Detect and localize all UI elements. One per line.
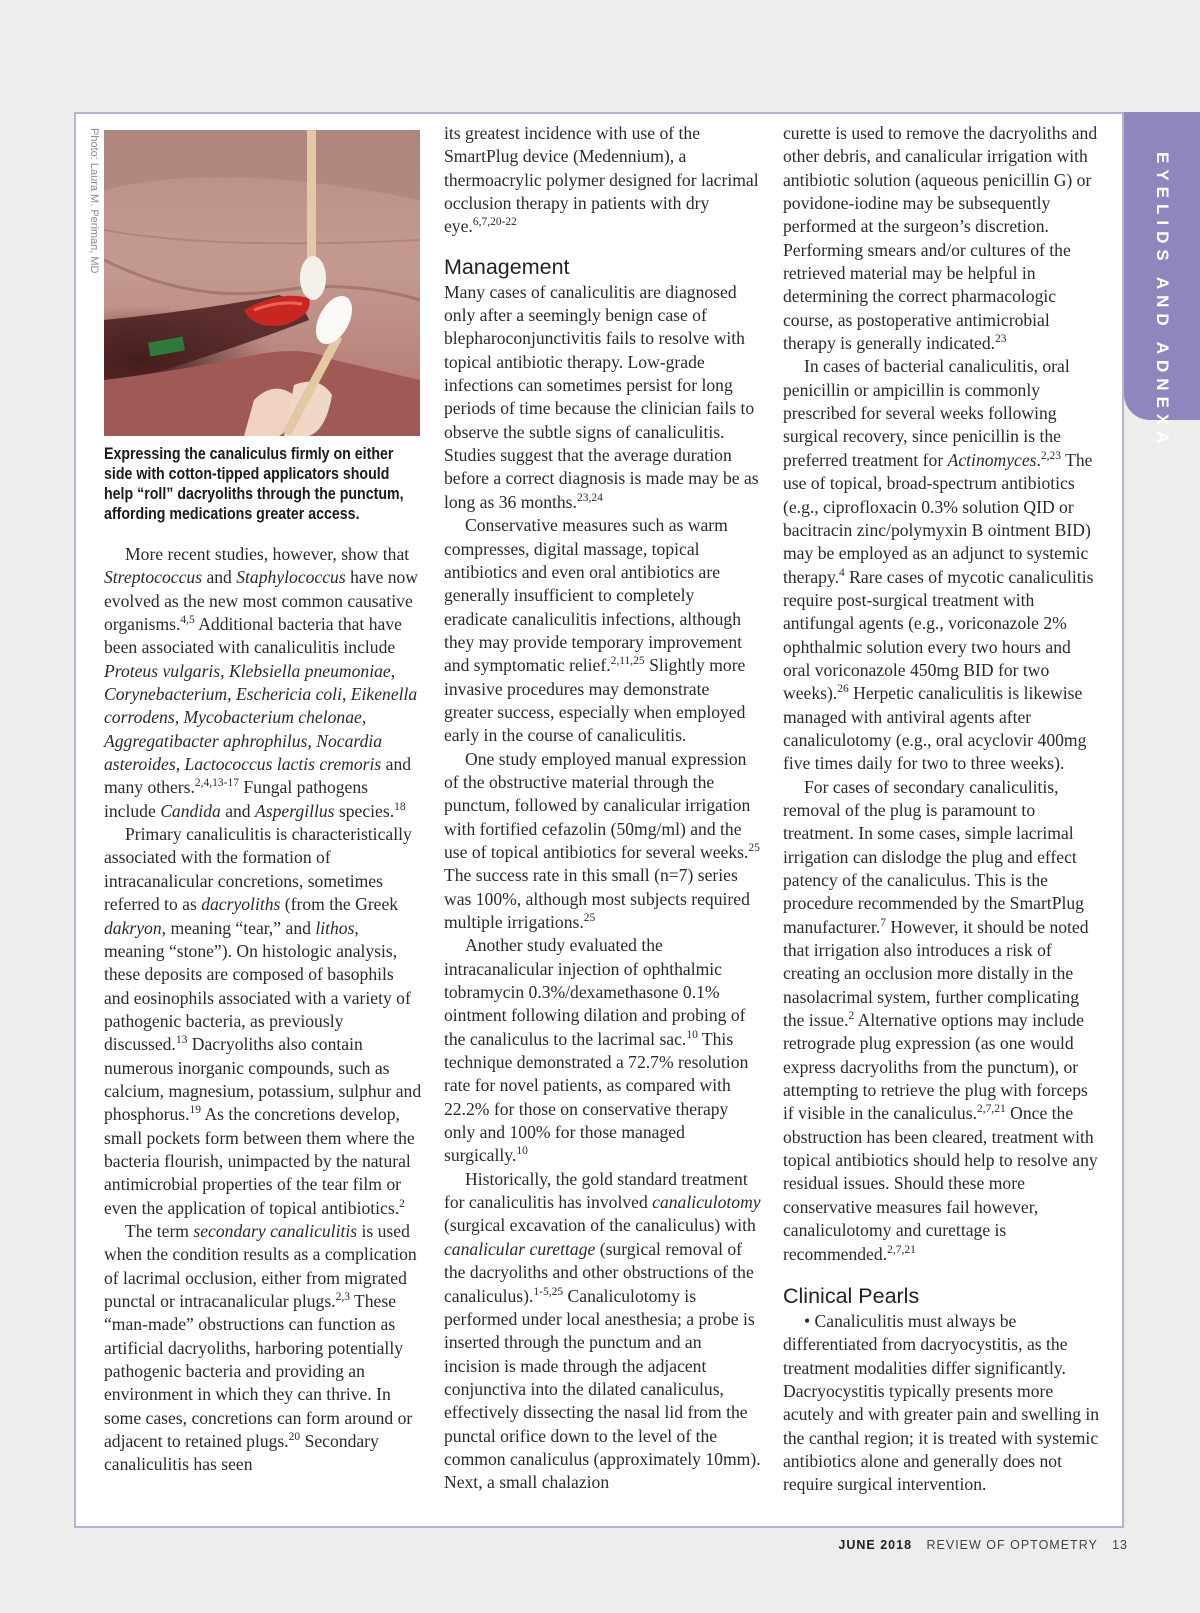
photo-caption: Expressing the canaliculus firmly on either side with cotton-tipped applicators should help “roll” dacryoliths through the punctum, affording medications greater access. bbox=[104, 445, 404, 523]
footer-journal: REVIEW OF OPTOMETRY bbox=[926, 1538, 1098, 1552]
column-1: More recent studies, however, show that Streptococcus and Staphylococcus have now evolved as the new most common causative organisms.$^{4,5}$ Additional bacteria that have been associated with canaliculitis include Proteus vulgaris, Klebsiella pneumoniae, Corynebacterium, Eschericia coli, Eikenella corrodens, Mycobacterium chelonae, Aggregatibacter aphrophilus, Nocardia asteroides, Lactococcus lactis cremoris and many others.$^{2,4,13-17}$ Fungal pathogens include Candida and Aspergillus species.$^{18}$ Primary canaliculitis is characteristically associated with the formation of intracanalicular concretions, sometimes referred to as dacryoliths (from the Greek dakryon, meaning “tear,” and lithos, meaning “stone”). On histologic analysis, these deposits are composed of basophils and eosinophils associated with a variety of pathogenic bacteria, as previously discussed.$^{13}$ Dacryoliths also contain numerous inorganic compounds, such as calcium, magnesium, potassium, sulphur and phosphorus.$^{19}$ As the concretions develop, small pockets form between them where the bacteria flourish, unimpacted by the natural antimicrobial properties of the tear film or even the application of topical antibiotics.$^2$ The term secondary canaliculitis is used when the condition results as a complication of lacrimal occlusion, either from migrated punctal or intracanalicular plugs.$^{2,3}$ These “man-made” obstructions can function as artificial dacryoliths, harboring potentially pathogenic bacteria and providing an environment in which they can thrive. In some cases, concretions can form around or adjacent to retained plugs.$^{20}$ Secondary canaliculitis has seen bbox=[104, 544, 422, 1475]
photo-credit: Photo: Laura M. Periman, MD bbox=[88, 128, 100, 274]
heading-management: Management bbox=[444, 254, 570, 279]
column-2: its greatest incidence with use of the SmartPlug device (Medennium), a thermoacrylic polymer designed for lacrimal occlusion therapy in patients with dry eye.$^{6,7,20-22}$ Management Many cases of canaliculitis are diagnosed only after a seemingly benign case of blepharoconjunctivitis fails to resolve with topical antibiotic therapy. Low-grade infections can sometimes persist for long periods of time because the clinician fails to observe the subtle signs of canaliculitis. Studies suggest that the average duration before a correct diagnosis is made may be as long as 36 months.$^{23,24}$ Conservative measures such as warm compresses, digital massage, topical antibiotics and even oral antibiotics are generally insufficient to completely eradicate canaliculitis infections, although they may provide temporary improvement and symptomatic relief.$^{2,11,25}$ Slightly more invasive procedures may demonstrate greater success, especially when employed early in the course of canaliculitis. One study employed manual expression of the obstructive material through the punctum, followed by canalicular irrigation with fortified cefazolin (50mg/ml) and the use of topical antibiotics for several weeks.$^{25}$ The success rate in this small (n=7) series was 100%, although most subjects required multiple irrigations.$^{25}$ Another study evaluated the intracanalicular injection of ophthalmic tobramycin 0.3%/dexamethasone 0.1% ointment following dilation and probing of the canaliculus to the lacrimal sac.$^{10}$ This technique demonstrated a 72.7% resolution rate for novel patients, as compared with 22.2% for those on conservative therapy only and 100% for those managed surgically.$^{10}$ Historically, the gold standard treatment for canaliculitis has involved canaliculotomy (surgical excavation of the canaliculus) with canalicular curettage (surgical removal of the dacryoliths and other obstructions of the canaliculus).$^{1-5,25}$ Canaliculotomy is performed under local anesthesia; a probe is inserted through the punctum and an incision is made through the adjacent conjunctiva into the dilated canaliculus, effectively dissecting the nasal lid from the punctal orifice down to the level of the common canaliculus (approximately 10mm). Next, a small chalazion bbox=[444, 123, 761, 1493]
section-tab bbox=[1124, 112, 1200, 450]
column-3: curette is used to remove the dacryoliths and other debris, and canalicular irrigation with antibiotic solution (aqueous penicillin G) or povidone-iodine may be subsequently performed at the surgeon’s discretion. Performing smears and/or cultures of the retrieved material may be helpful in determining the correct pharmacologic course, as postoperative antimicrobial therapy is generally indicated.$^{23}$ In cases of bacterial canaliculitis, oral penicillin or ampicillin is commonly prescribed for several weeks following surgical recovery, since penicillin is the preferred treatment for Actinomyces.$^{2,23}$ The use of topical, broad-spectrum antibiotics (e.g., ciprofloxacin 0.3% solution QID or bacitracin zinc/polymyxin B ointment BID) may be employed as an adjunct to systemic therapy.$^4$ Rare cases of mycotic canaliculitis require post-surgical treatment with antifungal agents (e.g., voriconazole 2% ophthalmic solution every two hours and oral voriconazole 450mg BID for two weeks).$^{26}$ Herpetic canaliculitis is likewise managed with antiviral agents after canaliculotomy (e.g., oral acyclovir 400mg five times daily for two to three weeks). For cases of secondary canaliculitis, removal of the plug is paramount to treatment. In some cases, simple lacrimal irrigation can dislodge the plug and effect patency of the canaliculus. This is the procedure recommended by the SmartPlug manufacturer.$^7$ However, it should be noted that irrigation also introduces a risk of creating an occlusion more distally in the nasolacrimal system, further complicating the issue.$^2$ Alternative options may include retrograde plug expression (as one would express dacryoliths from the punctum), or attempting to retrieve the plug with forceps if visible in the canaliculus.$^{2,7,21}$ Once the obstruction has been cleared, treatment with topical antibiotics should help to resolve any residual issues. Should these more conservative measures fail however, canaliculotomy and curettage is recommended.$^{2,7,21}$ Clinical Pearls • Canaliculitis must always be differentiated from dacryocystitis, as the treatment modalities differ significantly. Dacryocystitis typically presents more acutely and with greater pain and swelling in the canthal region; it is treated with systemic antibiotics alone and generally does not require surgical intervention. bbox=[783, 123, 1100, 1495]
page-footer bbox=[838, 1538, 1128, 1552]
page-number: 13 bbox=[1112, 1538, 1128, 1552]
eyelid-photo bbox=[104, 130, 420, 436]
footer-date: JUNE 2018 bbox=[838, 1538, 913, 1552]
heading-clinical-pearls: Clinical Pearls bbox=[783, 1283, 920, 1308]
section-tab-label: EYELIDS AND ADNEXA bbox=[1153, 152, 1172, 450]
